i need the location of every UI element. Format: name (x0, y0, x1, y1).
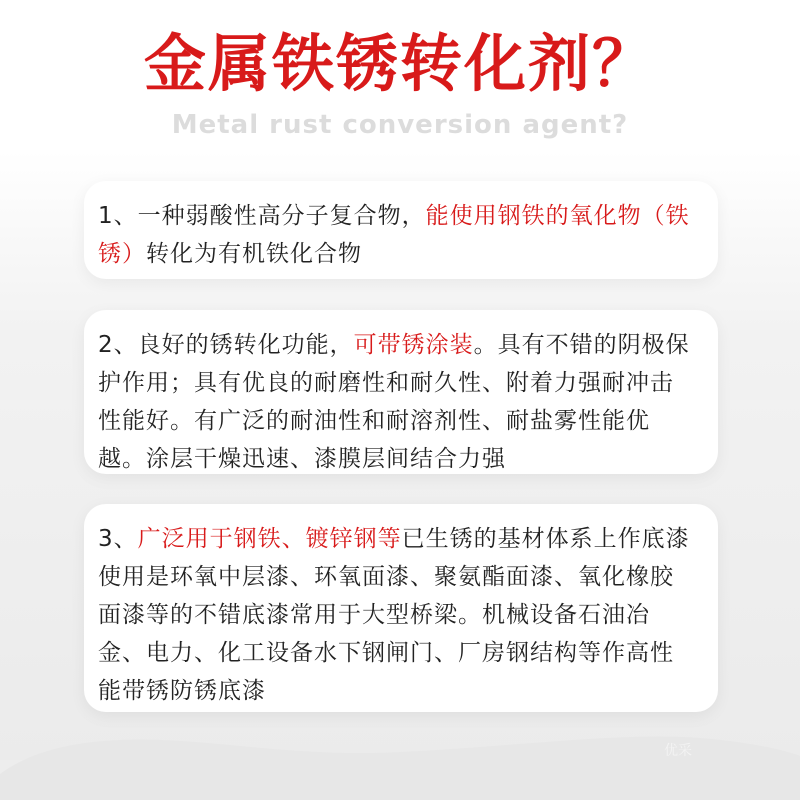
feature-card-1 (84, 181, 718, 279)
card-number: 3、 (98, 526, 138, 552)
page-title: 金属铁锈转化剂？ (143, 27, 656, 100)
card-highlight-text: 可带锈涂装 (353, 332, 474, 358)
card-number: 1、 (98, 203, 138, 229)
card-highlight-text: 能使用钢铁的氧化物（铁锈） (98, 203, 690, 267)
feature-card-2 (84, 310, 718, 474)
card-number: 2、 (98, 332, 138, 358)
watermark: 优采 (664, 743, 692, 759)
card-text: 一种弱酸性高分子复合物， (137, 203, 426, 229)
card-text: 已生锈的基材体系上作底漆使用是环氧中层漆、环氧面漆、聚氨酯面漆、氧化橡胶面漆等的不错底漆常用于大型桥梁。机械设备石油冶金、电力、化工设备水下钢闸门、厂房钢结构等作高性能带锈防锈底漆 (98, 526, 690, 704)
page-subtitle: Metal rust conversion agent? (171, 110, 629, 140)
card-text: 良好的锈转化功能， (137, 332, 354, 358)
card-highlight-text: 广泛用于钢铁、镀锌钢等 (137, 526, 402, 552)
card-text: 。具有不错的阴极保护作用；具有优良的耐磨性和耐久性、附着力强耐冲击性能好。有广泛的耐油性和耐溶剂性、耐盐雾性能优越。涂层干燥迅速、漆膜层间结合力强 (98, 332, 690, 472)
feature-card-3 (84, 504, 718, 712)
card-text: 转化为有机铁化合物 (146, 241, 362, 267)
